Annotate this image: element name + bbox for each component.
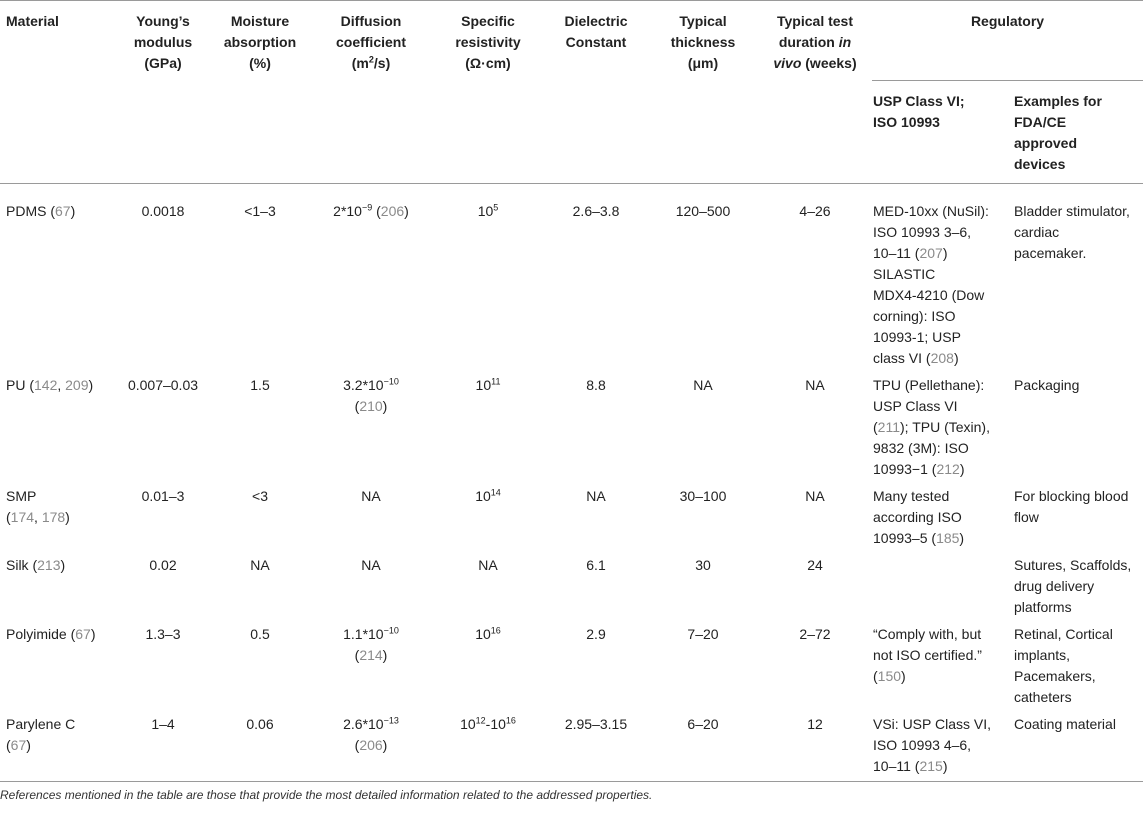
resistivity-cell: NA [478,557,498,573]
resistivity-cell: $10^5$ [477,202,499,219]
reference-link[interactable]: 185 [936,530,960,546]
reference-link[interactable]: 150 [877,668,902,684]
modulus-cell: 0.0018 [141,203,185,219]
header-regulatory: Regulatory [970,13,1045,29]
duration-cell: NA [805,488,825,504]
dielectric-cell: NA [586,488,606,504]
duration-cell: 12 [807,716,823,732]
dielectric-cell: 8.8 [586,377,606,393]
examples-cell: Packaging [1014,377,1080,393]
usp-iso-cell: “Comply with, but not ISO certified.” (150) [873,626,982,684]
table-bottom-rule [0,781,1143,782]
header-typical-thickness: Typical thickness (μm) [670,13,736,71]
examples-cell: Sutures, Scaffolds, drug delivery platforms [1014,557,1132,615]
header-typical-test-duration: Typical test duration in vivo (weeks) [773,13,857,71]
dielectric-cell: 2.95–3.15 [564,716,628,732]
thickness-cell: 7–20 [687,626,719,642]
moisture-cell: <3 [252,488,268,504]
thickness-cell: 6–20 [687,716,719,732]
material-cell: Parylene C (67) [6,716,76,753]
modulus-cell: 0.02 [149,557,177,573]
header-material: Material [6,13,59,29]
moisture-cell: NA [250,557,270,573]
material-cell: Silk (213) [6,557,66,573]
resistivity-cell: $10^{11}$ [475,376,501,393]
header-specific-resistivity: Specific resistivity (Ω·cm) [455,13,521,71]
reference-link[interactable]: 178 [41,509,66,525]
duration-cell: 24 [807,557,823,573]
reference-link[interactable]: 142 [34,377,58,393]
examples-cell: Coating material [1014,716,1116,732]
resistivity-cell: $10^{16}$ [475,625,501,642]
header-moisture-absorption: Moisture absorption (%) [223,13,297,71]
material-cell: PU (142, 209) [6,377,94,393]
modulus-cell: 0.01–3 [141,488,185,504]
diffusion-cell: NA [361,488,381,504]
usp-iso-cell: MED-10xx (NuSil): ISO 10993 3–6, 10–11 (207) SILASTIC MDX4-4210 (Dow corning): ISO 10993-1; USP class VI (208) [873,203,989,366]
diffusion-cell: $1.1*10^{-10}$ (214) [343,625,399,663]
diffusion-cell: NA [361,557,381,573]
moisture-cell: <1–3 [244,203,276,219]
thickness-cell: 120–500 [675,203,731,219]
duration-cell: 4–26 [799,203,831,219]
resistivity-cell: $10^{14}$ [475,487,501,504]
usp-iso-cell: TPU (Pellethane): USP Class VI (211); TPU (Texin), 9832 (3M): ISO 10993−1 (212) [873,377,990,477]
moisture-cell: 0.06 [246,716,274,732]
reference-link[interactable]: 212 [936,461,960,477]
duration-cell: 2–72 [799,626,831,642]
reference-link[interactable]: 209 [65,377,89,393]
material-cell: Polyimide (67) [6,626,96,642]
moisture-cell: 1.5 [250,377,270,393]
regulatory-sub-rule [872,80,1143,81]
header-examples-fda-ce-devices: Examples for FDA/CE approved devices [1014,93,1102,172]
moisture-cell: 0.5 [250,626,270,642]
diffusion-cell: $3.2*10^{-10}$ (210) [343,376,399,414]
reference-link[interactable]: 174 [10,509,35,525]
examples-cell: Bladder stimulator, cardiac pacemaker. [1014,203,1130,261]
table-top-rule [0,0,1143,1]
header-youngs-modulus: Young’s modulus (GPa) [133,13,193,71]
thickness-cell: 30–100 [679,488,727,504]
dielectric-cell: 2.6–3.8 [572,203,620,219]
header-dielectric-constant: Dielectric Constant [564,13,628,50]
modulus-cell: 0.007–0.03 [127,377,199,393]
reference-link[interactable]: 214 [359,647,383,663]
dielectric-cell: 2.9 [586,626,606,642]
header-usp-class-vi-iso-10993: USP Class VI; ISO 10993 [873,93,965,130]
reference-link[interactable]: 208 [930,350,954,366]
thickness-cell: 30 [695,557,711,573]
table-footnote: References mentioned in the table are those that provide the most detailed information related to the addressed properties. [0,788,653,802]
reference-link[interactable]: 67 [75,626,91,642]
thickness-cell: NA [693,377,713,393]
reference-link[interactable]: 206 [380,203,405,219]
reference-link[interactable]: 67 [55,203,71,219]
diffusion-cell: $2*10^{-9}$ (206) [333,202,409,219]
reference-link[interactable]: 67 [10,737,27,753]
reference-link[interactable]: 215 [919,758,943,774]
modulus-cell: 1–4 [151,716,175,732]
usp-iso-cell: Many tested according ISO 10993–5 (185) [873,488,965,546]
material-cell: SMP (174, 178) [6,488,70,525]
header-diffusion-coefficient: Diffusion coefficient $(m^2/s)$ [335,13,406,71]
examples-cell: For blocking blood flow [1014,488,1129,525]
modulus-cell: 1.3–3 [145,626,181,642]
header-bottom-rule [0,183,1143,184]
diffusion-cell: $2.6*10^{-13}$ (206) [343,715,399,753]
reference-link[interactable]: 213 [37,557,61,573]
examples-cell: Retinal, Cortical implants, Pacemakers, catheters [1014,626,1113,705]
material-cell: PDMS (67) [6,203,76,219]
reference-link[interactable]: 206 [359,737,383,753]
usp-iso-cell: VSi: USP Class VI, ISO 10993 4–6, 10–11 (215) [873,716,992,774]
reference-link[interactable]: 210 [359,398,383,414]
duration-cell: NA [805,377,825,393]
reference-link[interactable]: 207 [919,245,943,261]
dielectric-cell: 6.1 [586,557,606,573]
resistivity-cell: $10^{12}-10^{16}$ [460,715,516,732]
reference-link[interactable]: 211 [877,419,900,435]
